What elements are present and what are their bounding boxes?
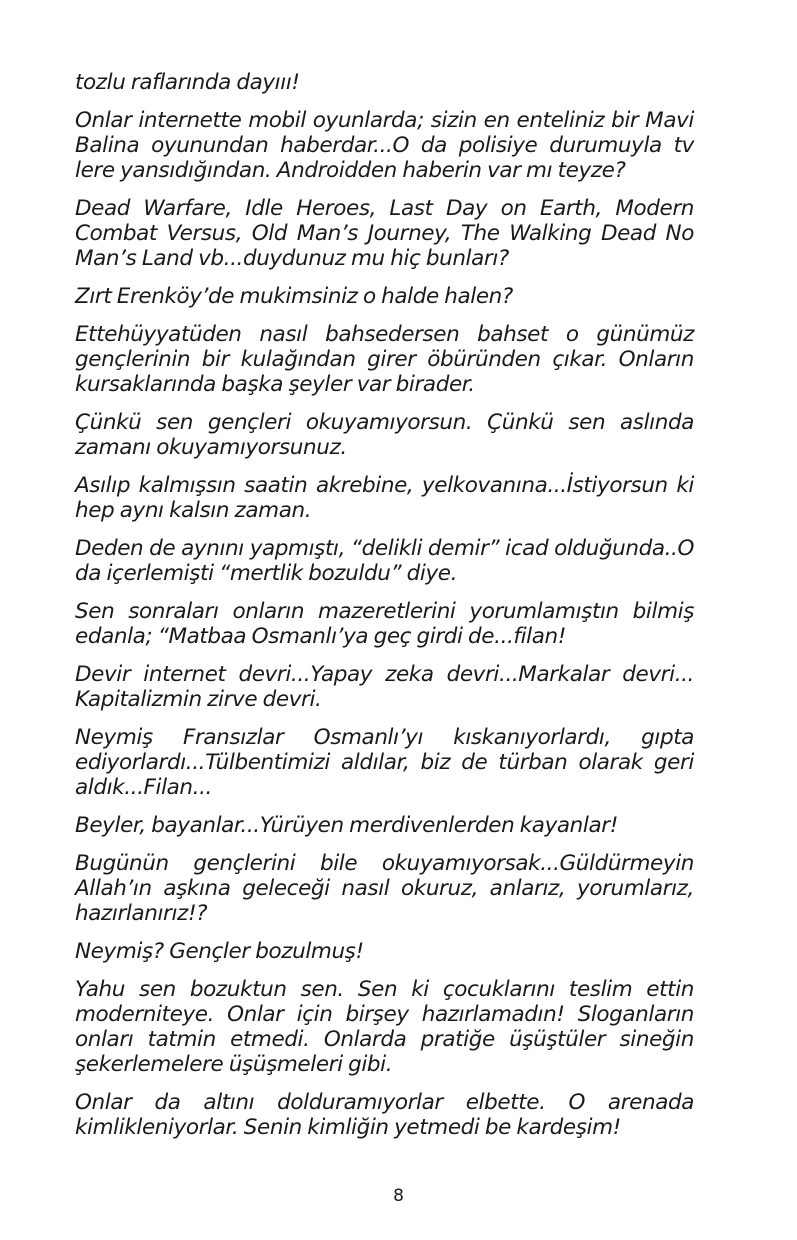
paragraph: Zırt Erenköy’de mukimsiniz o halde halen? [75,284,513,309]
paragraph: Onlar da altını dolduramıyorlar elbette. O arenada kimlikleniyorlar. Senin kimliğin yetmedi be kardeşim! [75,1090,694,1140]
paragraph: Bugünün gençlerini bile okuyamıyorsak...Güldürmeyin Allah’ın aşkına geleceği nasıl okuruz, anlarız, yorumlarız, hazırlanırız!? [75,851,694,926]
paragraph: tozlu raflarında dayııı! [75,70,300,95]
paragraph: Neymiş? Gençler bozulmuş! [75,939,364,964]
paragraph: Asılıp kalmışsın saatin akrebine, yelkovanına...İstiyorsun ki hep aynı kalsın zaman. [75,473,694,523]
paragraph: Çünkü sen gençleri okuyamıyorsun. Çünkü sen aslında zamanı okuyamıyorsunuz. [75,410,694,460]
paragraph: Dead Warfare, Idle Heroes, Last Day on Earth, Modern Combat Versus, Old Man’s Journey, The Walking Dead No Man’s Land vb...duydunuz mu hiç bunları? [75,196,694,271]
paragraph: Neymiş Fransızlar Osmanlı’yı kıskanıyorlardı, gıpta ediyorlardı...Tülbentimizi aldılar, biz de türban olarak geri aldık...Filan... [75,725,694,800]
paragraph: Ettehüyyatüden nasıl bahsedersen bahset o günümüz gençlerinin bir kulağından girer öbüründen çıkar. Onların kursaklarında başka şeyler var birader. [75,322,694,397]
paragraph: Sen sonraları onların mazeretlerini yorumlamıştın bilmiş edanla; “Matbaa Osmanlı’ya geç girdi de...filan! [75,599,694,649]
paragraph: Devir internet devri...Yapay zeka devri...Markalar devri... Kapitalizmin zirve devri. [75,662,694,712]
paragraph: Deden de aynını yapmıştı, “delikli demir” icad olduğunda..O da içerlemişti “mertlik bozuldu” diye. [75,536,694,586]
paragraph: Yahu sen bozuktun sen. Sen ki çocuklarını teslim ettin moderniteye. Onlar için birşey hazırlamadın! Sloganların onları tatmin etmedi. Onlarda pratiğe üşüştüler sineğin şekerlemelere üşüşmeleri gibi. [75,977,694,1077]
paragraph: Onlar internette mobil oyunlarda; sizin en enteliniz bir Mavi Balina oyunundan haberdar...O da polisiye durumuyla tv lere yansıdığından. Androidden haberin var mı teyze? [75,108,694,183]
page-number: 8 [393,1186,404,1206]
paragraph: Beyler, bayanlar...Yürüyen merdivenlerden kayanlar! [75,813,618,838]
body-text [75,70,694,1153]
